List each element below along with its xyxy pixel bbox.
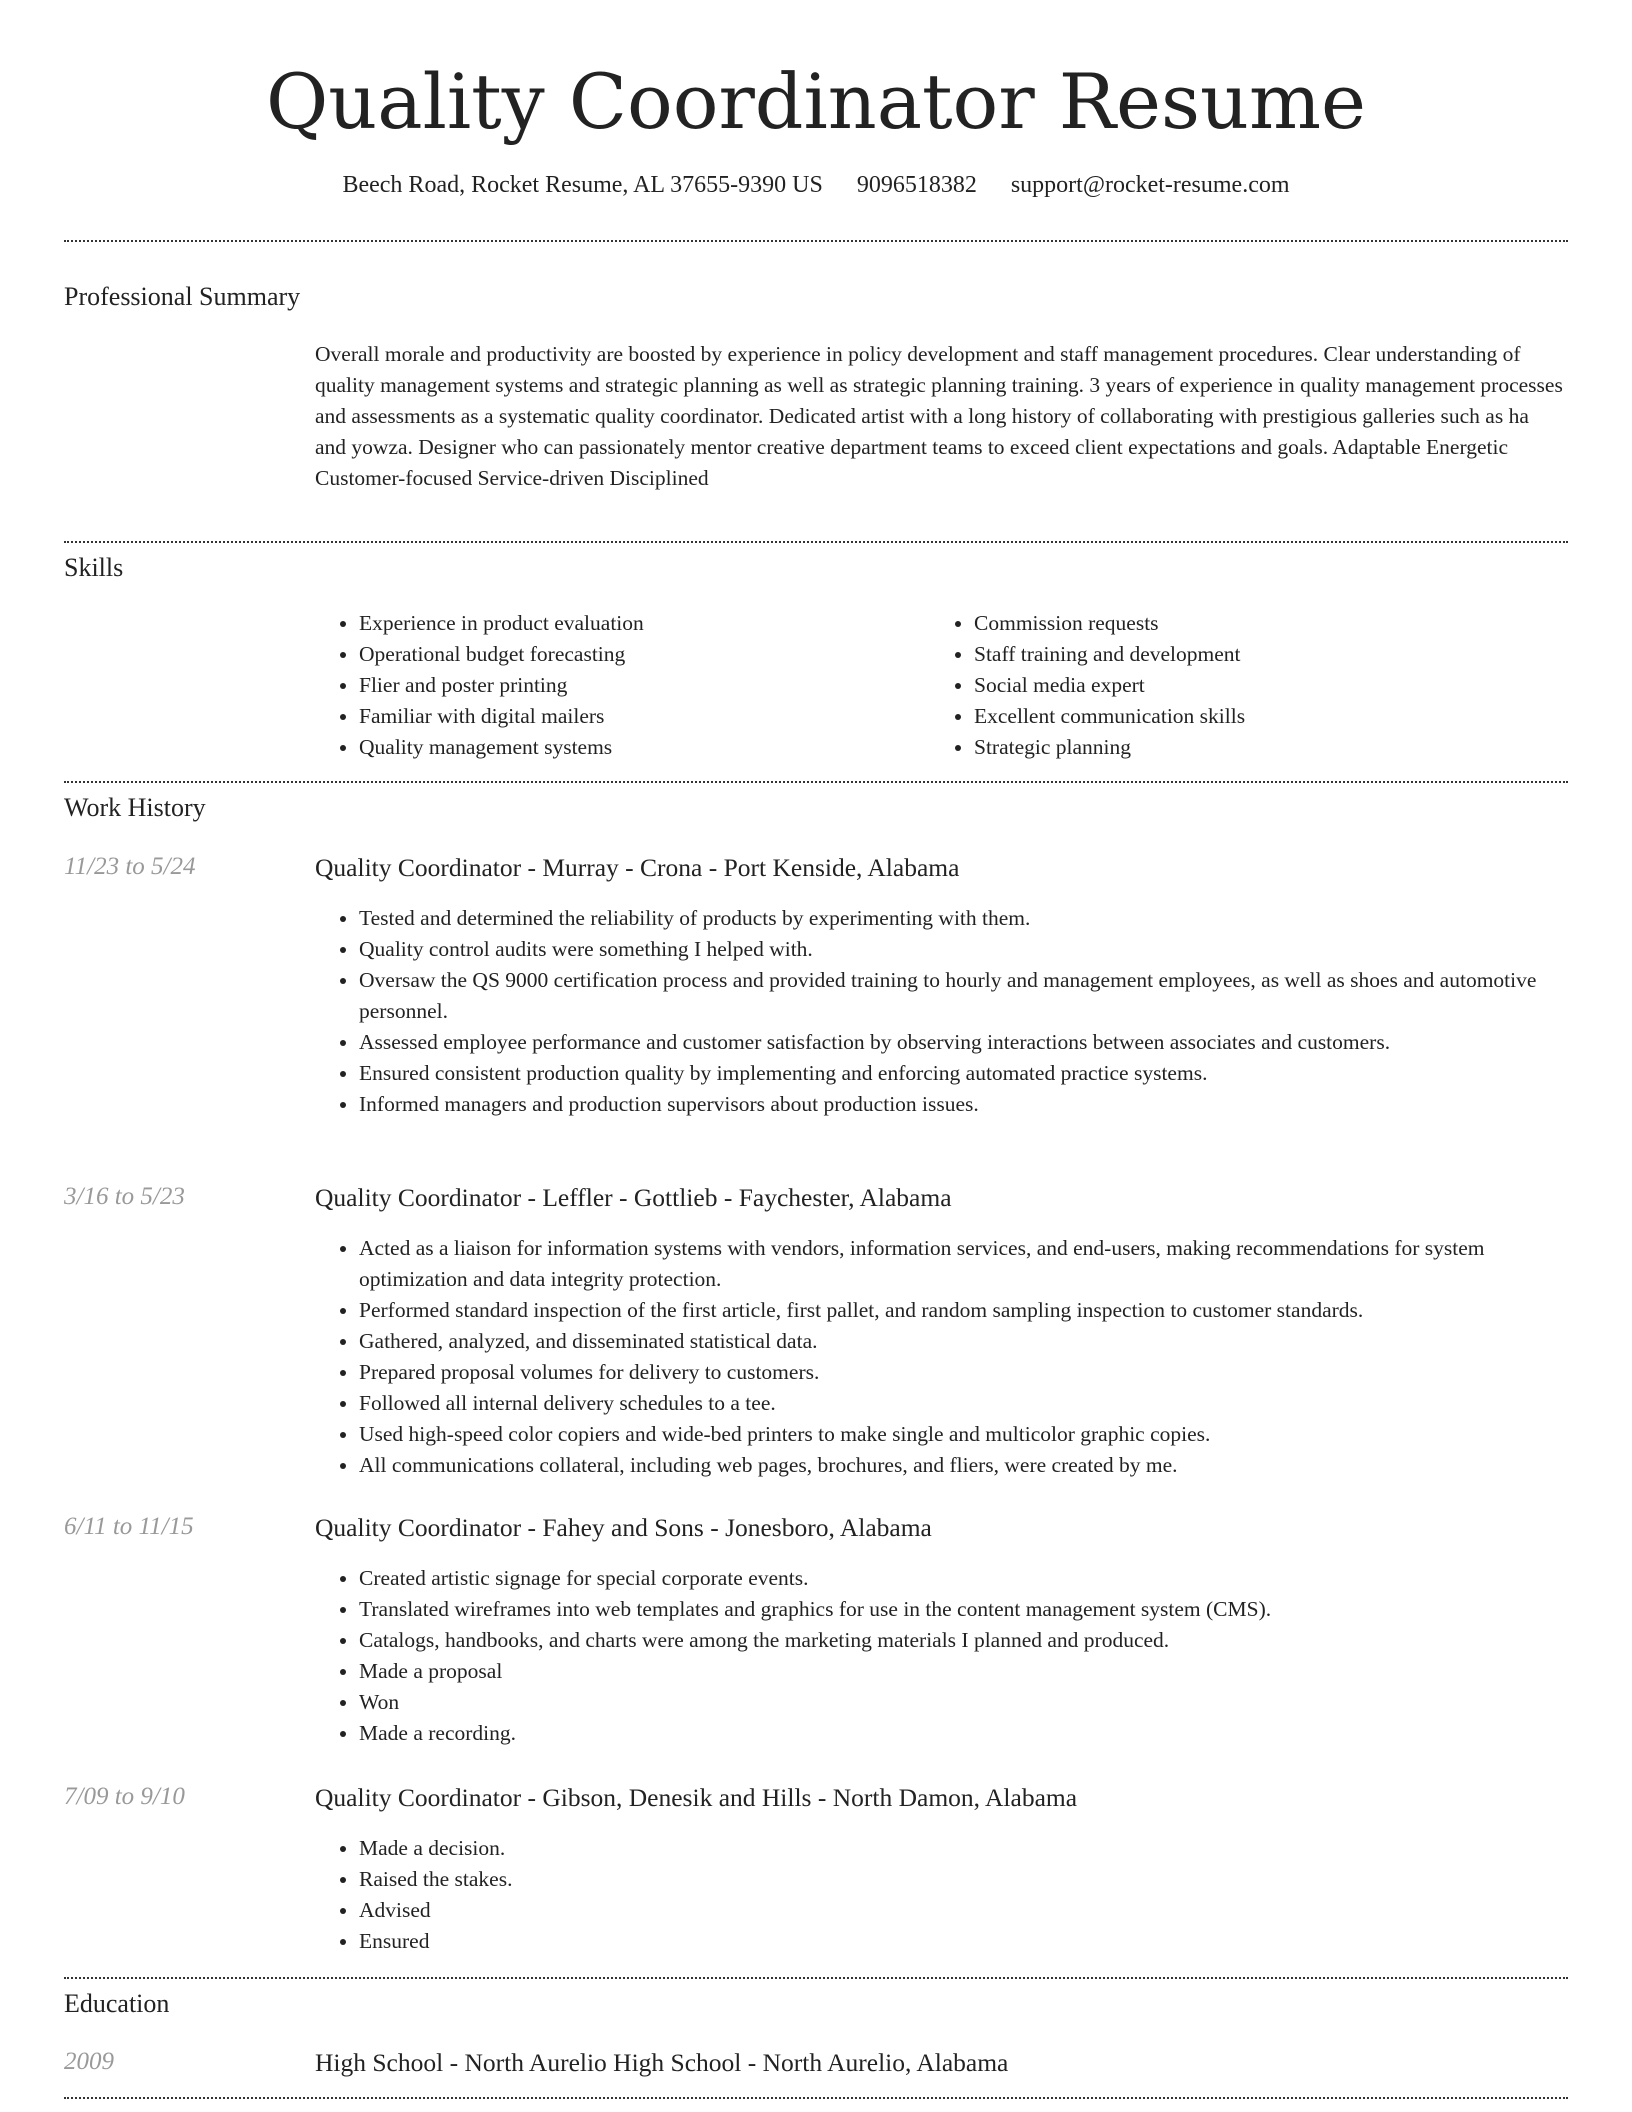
job-bullet: • Translated wireframes into web templates and graphics for use in the content management system (CMS). <box>359 1594 1575 1625</box>
education-heading: Education <box>64 1989 170 2018</box>
contact-line <box>0 172 1632 199</box>
job-bullet: • Used high-speed color copiers and wide-bed printers to make single and multicolor graphic copies. <box>359 1419 1575 1450</box>
job-bullet: • Followed all internal delivery schedules to a tee. <box>359 1388 1575 1419</box>
job-title: Quality Coordinator - Fahey and Sons - Jonesboro, Alabama <box>315 1513 932 1542</box>
job-title: Quality Coordinator - Murray - Crona - Port Kenside, Alabama <box>315 853 960 882</box>
resume-title: Quality Coordinator Resume <box>266 57 1366 146</box>
contact-phone: 9096518382 <box>856 172 977 198</box>
job-bullet: • Gathered, analyzed, and disseminated statistical data. <box>359 1326 1575 1357</box>
contact-email: support@rocket-resume.com <box>1010 172 1290 198</box>
job-bullet: • Raised the stakes. <box>359 1864 1575 1895</box>
job-bullets <box>315 903 1575 1120</box>
job-dates: 3/16 to 5/23 <box>64 1183 185 1210</box>
job-dates: 11/23 to 5/24 <box>64 853 196 880</box>
job-bullet: • All communications collateral, including web pages, brochures, and fliers, were created by me. <box>359 1450 1575 1481</box>
job-bullet: • Tested and determined the reliability of products by experimenting with them. <box>359 903 1575 934</box>
job-bullet: • Quality control audits were something I helped with. <box>359 934 1575 965</box>
skill-item: • Experience in product evaluation <box>359 608 915 639</box>
job-dates: 7/09 to 9/10 <box>64 1783 185 1810</box>
job-bullets <box>315 1233 1575 1481</box>
job-bullet: • Assessed employee performance and customer satisfaction by observing interactions between associates and customers. <box>359 1027 1575 1058</box>
job-bullet: • Ensured consistent production quality by implementing and enforcing automated practice systems. <box>359 1058 1575 1089</box>
divider <box>64 1977 1568 1979</box>
job-bullet: • Catalogs, handbooks, and charts were among the marketing materials I planned and produced. <box>359 1625 1575 1656</box>
education-year: 2009 <box>64 2048 114 2075</box>
job-bullets <box>315 1563 1575 1749</box>
job-title: Quality Coordinator - Leffler - Gottlieb - Faychester, Alabama <box>315 1183 952 1212</box>
job-bullet: • Acted as a liaison for information systems with vendors, information services, and end-users, making recommendations for system optimization and data integrity protection. <box>359 1233 1575 1295</box>
job-bullet: • Made a proposal <box>359 1656 1575 1687</box>
skill-item: • Operational budget forecasting <box>359 639 915 670</box>
skill-item: • Commission requests <box>974 608 1530 639</box>
skills-list-left <box>315 608 915 763</box>
skill-item: • Staff training and development <box>974 639 1530 670</box>
skill-item: • Strategic planning <box>974 732 1530 763</box>
divider <box>64 240 1568 242</box>
job-title: Quality Coordinator - Gibson, Denesik and Hills - North Damon, Alabama <box>315 1783 1078 1812</box>
skill-item: • Quality management systems <box>359 732 915 763</box>
summary-heading: Professional Summary <box>64 282 301 311</box>
divider <box>64 541 1568 543</box>
job-bullet: • Made a recording. <box>359 1718 1575 1749</box>
skill-item: • Social media expert <box>974 670 1530 701</box>
divider <box>64 781 1568 783</box>
divider <box>64 2097 1568 2099</box>
education-title: High School - North Aurelio High School - North Aurelio, Alabama <box>315 2048 1009 2077</box>
job-bullet: • Won <box>359 1687 1575 1718</box>
skills-heading: Skills <box>64 553 124 582</box>
skill-item: • Excellent communication skills <box>974 701 1530 732</box>
work-heading: Work History <box>64 793 206 822</box>
job-bullet: • Informed managers and production supervisors about production issues. <box>359 1089 1575 1120</box>
job-dates: 6/11 to 11/15 <box>64 1513 194 1540</box>
job-bullet: • Created artistic signage for special corporate events. <box>359 1563 1575 1594</box>
job-bullet: • Advised <box>359 1895 1575 1926</box>
skills-list-right <box>930 608 1530 763</box>
skill-item: • Familiar with digital mailers <box>359 701 915 732</box>
job-bullets <box>315 1833 1575 1957</box>
job-bullet: • Oversaw the QS 9000 certification process and provided training to hourly and management employees, as well as shoes and automotive personnel. <box>359 965 1575 1027</box>
job-bullet: • Prepared proposal volumes for delivery to customers. <box>359 1357 1575 1388</box>
job-bullet: • Performed standard inspection of the first article, first pallet, and random sampling inspection to customer standards. <box>359 1295 1575 1326</box>
job-bullet: • Made a decision. <box>359 1833 1575 1864</box>
summary-text: Overall morale and productivity are boosted by experience in policy development and staff management procedures. Clear understanding of quality management systems and strategic planning as well as strategic planning training. 3 years of experience in quality management processes and assessments as a systematic quality coordinator. Dedicated artist with a long history of collaborating with prestigious galleries such as ha and yowza. Designer who can passionately mentor creative department teams to exceed client expectations and goals. Adaptable Energetic Customer-focused Service-driven Disciplined <box>315 342 1563 490</box>
skill-item: • Flier and poster printing <box>359 670 915 701</box>
contact-address: Beech Road, Rocket Resume, AL 37655-9390 US <box>342 172 823 198</box>
job-bullet: • Ensured <box>359 1926 1575 1957</box>
